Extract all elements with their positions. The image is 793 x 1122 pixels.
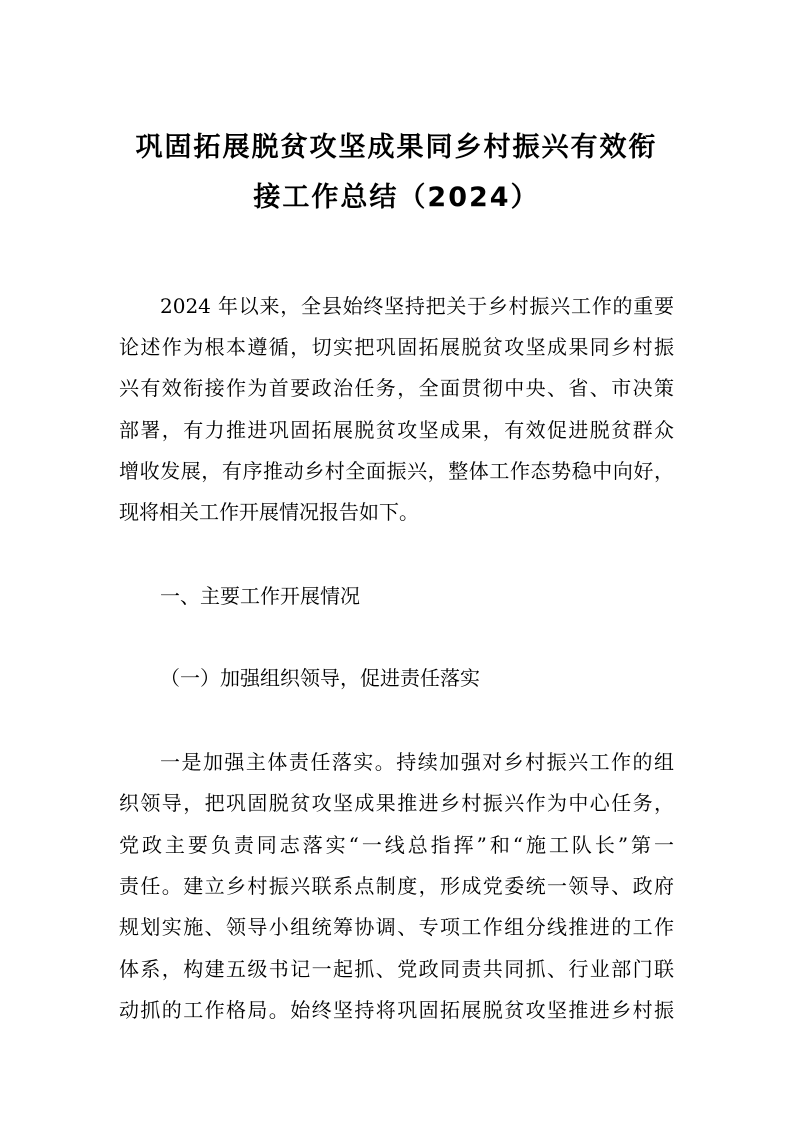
paragraph1-line-3: 党政主要负责同志落实“一线总指挥”和“施工队长”第一 xyxy=(119,833,674,857)
document-title-line-1: 巩固拓展脱贫攻坚成果同乡村振兴有效衔 xyxy=(135,132,658,163)
intro-line-5: 增收发展，有序推动乡村全面振兴，整体工作态势稳中向好， xyxy=(119,459,674,483)
intro-line-2: 论述作为根本遵循，切实把巩固拓展脱贫攻坚成果同乡村振 xyxy=(119,335,674,359)
intro-line-4: 部署，有力推进巩固拓展脱贫攻坚成果，有效促进脱贫群众 xyxy=(119,418,674,442)
intro-line-1: 2024 年以来，全县始终坚持把关于乡村振兴工作的重要 xyxy=(160,294,674,318)
paragraph1-line-2: 织领导，把巩固脱贫攻坚成果推进乡村振兴作为中心任务， xyxy=(119,791,674,815)
paragraph1-line-1: 一是加强主体责任落实。持续加强对乡村振兴工作的组 xyxy=(160,750,674,774)
paragraph1-line-6: 体系，构建五级书记一起抓、党政同责共同抓、行业部门联 xyxy=(119,957,674,981)
paragraph1-line-5: 规划实施、领导小组统筹协调、专项工作组分线推进的工作 xyxy=(119,915,674,939)
section-heading-1: 一、主要工作开展情况 xyxy=(160,584,360,608)
subsection-heading-1: （一）加强组织领导，促进责任落实 xyxy=(160,666,480,690)
paragraph1-line-7: 动抓的工作格局。始终坚持将巩固拓展脱贫攻坚推进乡村振 xyxy=(119,998,674,1022)
paragraph1-line-4: 责任。建立乡村振兴联系点制度，形成党委统一领导、政府 xyxy=(119,874,674,898)
intro-line-6: 现将相关工作开展情况报告如下。 xyxy=(119,500,419,524)
intro-line-3: 兴有效衔接作为首要政治任务，全面贯彻中央、省、市决策 xyxy=(119,376,674,400)
document-title-line-2: 接工作总结（2024） xyxy=(253,182,540,213)
